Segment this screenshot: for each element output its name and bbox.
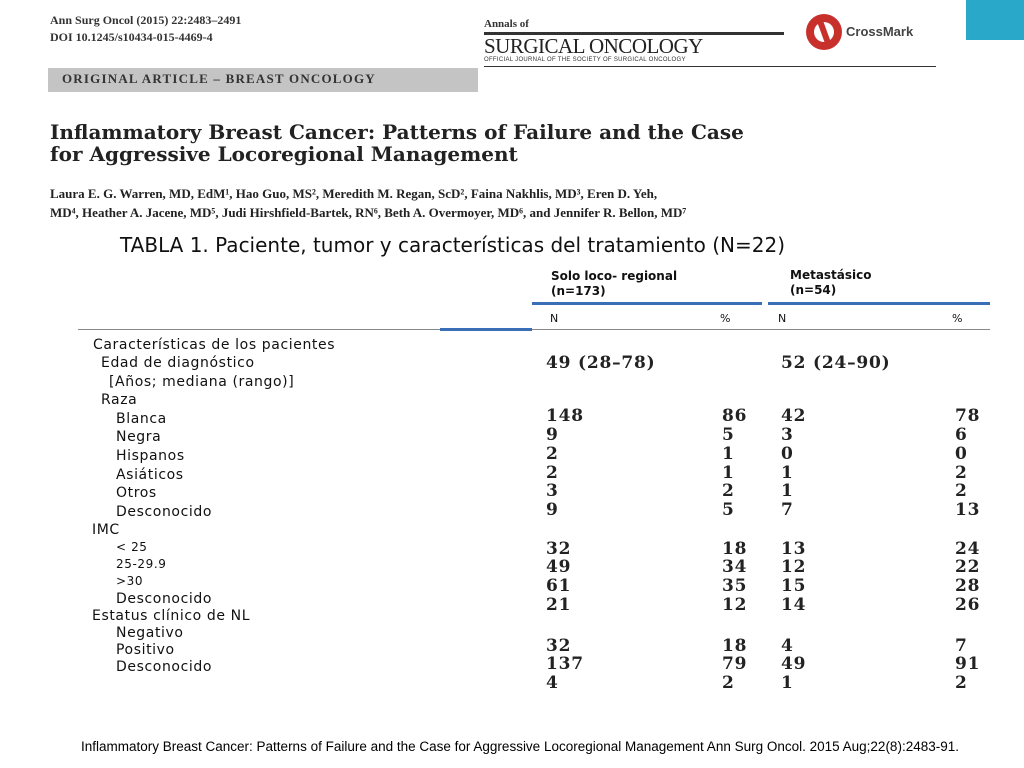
journal-citation: Ann Surg Oncol (2015) 22:2483–2491 <box>50 13 242 27</box>
slide-caption: Inflammatory Breast Cancer: Patterns of Failure and the Case for Aggressive Locoregional Management Ann Surg Oncol. 2015 Aug;22(8):2483-91. <box>80 739 959 754</box>
cell: 34 <box>722 557 748 577</box>
table-title: TABLA 1. Paciente, tumor y características del tratamiento (N=22) <box>120 233 786 257</box>
table-header-rule <box>78 329 990 330</box>
cell: 1 <box>781 481 794 501</box>
row-label: Otros <box>116 485 157 501</box>
cell: 1 <box>781 673 794 693</box>
row-label: Edad de diagnóstico <box>101 355 255 371</box>
row-label: >30 <box>116 574 144 588</box>
crossmark-icon <box>806 14 842 50</box>
cell: 22 <box>955 557 981 577</box>
journal-logo <box>484 18 784 63</box>
row-label: Blanca <box>116 411 167 427</box>
article-authors <box>50 184 950 222</box>
row-label: Hispanos <box>116 448 185 464</box>
cell: 148 <box>546 406 584 426</box>
col-header-pct1: % <box>720 312 731 325</box>
cell: 91 <box>955 654 981 674</box>
cell-age-locoregional: 49 (28–78) <box>546 353 656 373</box>
cell: 4 <box>546 673 559 693</box>
cell: 12 <box>781 557 807 577</box>
cell-age-metastatic: 52 (24–90) <box>781 353 891 373</box>
cell: 9 <box>546 500 559 520</box>
cell: 0 <box>781 444 794 464</box>
cell: 6 <box>955 425 968 445</box>
cell: 42 <box>781 406 807 426</box>
authors-line: Laura E. G. Warren, MD, EdM¹, Hao Guo, MS², Meredith M. Regan, ScD², Faina Nakhlis, MD³, Eren D. Yeh, <box>50 186 658 201</box>
cell: 12 <box>722 595 748 615</box>
cell: 2 <box>722 481 735 501</box>
authors-line: MD⁴, Heather A. Jacene, MD⁵, Judi Hirshfield-Bartek, RN⁶, Beth A. Overmoyer, MD⁶, and Jennifer R. Bellon, MD⁷ <box>50 205 687 220</box>
row-label: Positivo <box>116 642 175 658</box>
section-label: ORIGINAL ARTICLE – BREAST ONCOLOGY <box>62 71 376 86</box>
cell: 2 <box>955 463 968 483</box>
cell: 79 <box>722 654 748 674</box>
row-label: Estatus clínico de NL <box>92 608 251 624</box>
journal-logo-subtitle: OFFICIAL JOURNAL OF THE SOCIETY OF SURGICAL ONCOLOGY <box>484 57 686 63</box>
cell: 26 <box>955 595 981 615</box>
journal-reference <box>50 12 241 46</box>
cell: 3 <box>546 481 559 501</box>
cell: 2 <box>955 673 968 693</box>
cell: 1 <box>722 463 735 483</box>
row-label: IMC <box>92 522 120 538</box>
cell: 7 <box>955 636 968 656</box>
cell: 49 <box>546 557 572 577</box>
col-header-n1: N <box>550 312 559 325</box>
cell: 18 <box>722 539 748 559</box>
cell: 78 <box>955 406 981 426</box>
cell: 137 <box>546 654 584 674</box>
cell: 24 <box>955 539 981 559</box>
cell: 14 <box>781 595 807 615</box>
col-header-pct2: % <box>952 312 963 325</box>
cell: 28 <box>955 576 981 596</box>
cell: 21 <box>546 595 572 615</box>
cell: 2 <box>546 463 559 483</box>
cell: 9 <box>546 425 559 445</box>
cell: 1 <box>781 463 794 483</box>
cell: 2 <box>955 481 968 501</box>
cell: 13 <box>781 539 807 559</box>
col-header-n2: N <box>778 312 787 325</box>
cell: 15 <box>781 576 807 596</box>
journal-doi: DOI 10.1245/s10434-015-4469-4 <box>50 30 213 44</box>
row-label: Negra <box>116 429 162 445</box>
journal-logo-prefix: Annals of <box>484 18 529 30</box>
cell: 2 <box>722 673 735 693</box>
cell: 5 <box>722 425 735 445</box>
row-label: Desconocido <box>116 591 213 607</box>
row-label: 25-29.9 <box>116 557 167 571</box>
cell: 13 <box>955 500 981 520</box>
cell: 7 <box>781 500 794 520</box>
group-header-metastatic: Metastásico (n=54) <box>790 268 872 297</box>
cell: 18 <box>722 636 748 656</box>
table-header-accent <box>440 328 532 331</box>
cell: 32 <box>546 636 572 656</box>
row-label: Asiáticos <box>116 467 184 483</box>
row-label: Desconocido <box>116 659 213 675</box>
cell: 32 <box>546 539 572 559</box>
cell: 35 <box>722 576 748 596</box>
row-label: Raza <box>101 392 138 408</box>
cell: 0 <box>955 444 968 464</box>
group-underline-locoregional <box>532 302 762 305</box>
slide-corner-accent <box>966 0 1024 40</box>
cell: 61 <box>546 576 572 596</box>
row-label: [Años; mediana (rango)] <box>109 374 295 390</box>
article-title-line: for Aggressive Locoregional Management <box>50 142 518 166</box>
header-rule <box>484 66 936 67</box>
crossmark-badge[interactable] <box>806 14 936 50</box>
article-title-line: Inflammatory Breast Cancer: Patterns of Failure and the Case <box>50 120 744 144</box>
row-label: Características de los pacientes <box>93 337 336 353</box>
crossmark-label: CrossMark <box>846 24 914 39</box>
row-label: Desconocido <box>116 504 213 520</box>
cell: 86 <box>722 406 748 426</box>
cell: 3 <box>781 425 794 445</box>
article-title <box>50 121 870 165</box>
group-underline-metastatic <box>768 302 990 305</box>
group-header-locoregional: Solo loco- regional (n=173) <box>551 269 678 298</box>
cell: 4 <box>781 636 794 656</box>
row-label: Negativo <box>116 625 184 641</box>
cell: 49 <box>781 654 807 674</box>
cell: 5 <box>722 500 735 520</box>
cell: 2 <box>546 444 559 464</box>
journal-logo-name: SURGICAL ONCOLOGY <box>484 34 703 58</box>
row-label: < 25 <box>116 540 148 554</box>
cell: 1 <box>722 444 735 464</box>
